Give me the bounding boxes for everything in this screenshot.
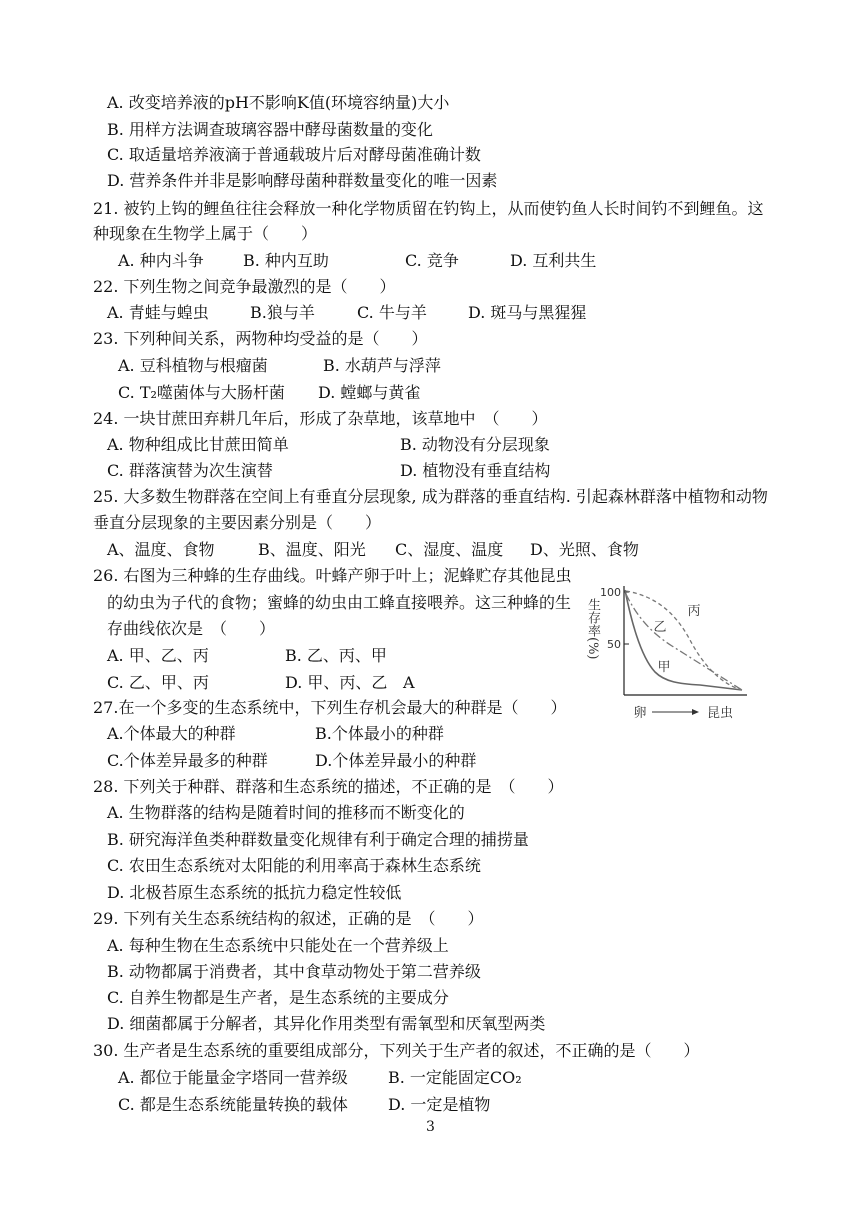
q29-option-c: C. 自养生物都是生产者，是生态系统的主要成分 [107, 988, 449, 1007]
survival-rate-axis-label: 生存率(%) [585, 598, 600, 660]
q27-option-a: A.个体最大的种群 [107, 724, 236, 743]
q30-option-a: A. 都位于能量金字塔同一营养级 [118, 1068, 348, 1087]
curve-label-yi: 乙 [653, 620, 667, 635]
q22-option-b: B.狼与羊 [250, 303, 315, 322]
q25-option-d: D、光照、食物 [530, 540, 639, 559]
q25-option-b: B、温度、阳光 [258, 540, 366, 559]
q26-option-b: B. 乙、丙、甲 [285, 646, 387, 665]
q24-option-c: C. 群落演替为次生演替 [107, 461, 273, 480]
q30-stem: 30. 生产者是生态系统的重要组成部分，下列关于生产者的叙述，不正确的是（ ） [93, 1041, 700, 1060]
q26-option-d: D. 甲、丙、乙 [285, 673, 388, 692]
survivorship-curve-figure [580, 575, 760, 730]
q21-stem-line-2: 种现象在生物学上属于（ ） [93, 224, 318, 243]
q26-answer-mark: A [403, 673, 415, 692]
q30-option-b: B. 一定能固定CO₂ [388, 1068, 522, 1087]
q25-stem-line-2: 垂直分层现象的主要因素分别是（ ） [93, 513, 382, 532]
x-end-label: 昆虫 [706, 706, 734, 721]
q28-option-c: C. 农田生态系统对太阳能的利用率高于森林生态系统 [107, 856, 481, 875]
q22-option-a: A. 青蛙与蝗虫 [107, 303, 209, 322]
q21-option-a: A. 种内斗争 [118, 251, 204, 270]
q20-option-c: C. 取适量培养液滴于普通载玻片后对酵母菌准确计数 [107, 145, 481, 164]
q29-option-a: A. 每种生物在生态系统中只能处在一个营养级上 [107, 936, 449, 955]
q25-stem-line-1: 25. 大多数生物群落在空间上有垂直分层现象, 成为群落的垂直结构. 引起森林群落中植物和动物 [93, 487, 768, 506]
curve-label-jia: 甲 [657, 660, 671, 675]
curve-yi [626, 594, 742, 690]
q21-option-d: D. 互利共生 [510, 251, 597, 270]
page-number: 3 [426, 1119, 435, 1135]
q25-option-a: A、温度、食物 [107, 540, 215, 559]
q26-option-a: A. 甲、乙、丙 [107, 646, 209, 665]
q20-option-d: D. 营养条件并非是影响酵母菌种群数量变化的唯一因素 [107, 171, 498, 190]
q26-stem-line-1: 26. 右图为三种蜂的生存曲线。叶蜂产卵于叶上；泥蜂贮存其他昆虫 [93, 566, 572, 585]
curve-label-bing: 丙 [687, 604, 701, 619]
q26-stem-line-2: 的幼虫为子代的食物；蜜蜂的幼虫由工蜂直接喂养。这三种蜂的生 [107, 593, 572, 612]
q21-option-c: C. 竞争 [405, 251, 459, 270]
q27-option-c: C.个体差异最多的种群 [107, 751, 268, 770]
y-tick-label-100: 100 [600, 586, 621, 599]
q28-stem: 28. 下列关于种群、群落和生态系统的描述，不正确的是 （ ） [93, 777, 564, 796]
curve-jia [625, 590, 742, 690]
q24-stem: 24. 一块甘蔗田弃耕几年后，形成了杂草地，该草地中 （ ） [93, 409, 548, 428]
q22-option-c: C. 牛与羊 [357, 303, 427, 322]
curve-bing [626, 591, 742, 690]
q24-option-a: A. 物种组成比甘蔗田简单 [107, 435, 289, 454]
q29-stem: 29. 下列有关生态系统结构的叙述，正确的是 （ ） [93, 909, 484, 928]
q30-option-c: C. 都是生态系统能量转换的载体 [118, 1095, 348, 1114]
q29-option-d: D. 细菌都属于分解者，其异化作用类型有需氧型和厌氧型两类 [107, 1014, 546, 1033]
q28-option-a: A. 生物群落的结构是随着时间的推移而不断变化的 [107, 803, 465, 822]
q29-option-b: B. 动物都属于消费者，其中食草动物处于第二营养级 [107, 962, 481, 981]
q22-stem: 22. 下列生物之间竞争最激烈的是（ ） [93, 277, 396, 296]
q24-option-b: B. 动物没有分层现象 [400, 435, 550, 454]
q23-stem: 23. 下列种间关系，两物种均受益的是（ ） [93, 329, 428, 348]
q27-option-b: B.个体最小的种群 [315, 724, 444, 743]
q28-option-d: D. 北极苔原生态系统的抵抗力稳定性较低 [107, 883, 402, 902]
q23-option-a: A. 豆科植物与根瘤菌 [118, 356, 268, 375]
q21-option-b: B. 种内互助 [243, 251, 329, 270]
q30-option-d: D. 一定是植物 [388, 1095, 491, 1114]
x-arrow-head-icon [692, 709, 699, 715]
y-tick-label-50: 50 [607, 638, 621, 651]
q27-option-d: D.个体差异最小的种群 [315, 751, 477, 770]
q26-stem-line-3: 存曲线依次是 （ ） [107, 619, 276, 638]
q24-option-d: D. 植物没有垂直结构 [400, 461, 551, 480]
q20-option-b: B. 用样方法调查玻璃容器中酵母菌数量的变化 [107, 120, 433, 139]
q20-option-a: A. 改变培养液的pH不影响K值(环境容纳量)大小 [107, 93, 450, 112]
q27-stem: 27.在一个多变的生态系统中，下列生存机会最大的种群是（ ） [93, 698, 567, 717]
q22-option-d: D. 斑马与黑猩猩 [468, 303, 587, 322]
q25-option-c: C、湿度、温度 [395, 540, 504, 559]
q23-option-c: C. T₂噬菌体与大肠杆菌 [118, 383, 285, 402]
q26-option-c: C. 乙、甲、丙 [107, 673, 209, 692]
q23-option-b: B. 水葫芦与浮萍 [323, 356, 441, 375]
q23-option-d: D. 螳螂与黄雀 [318, 383, 421, 402]
q21-stem-line-1: 21. 被钓上钩的鲤鱼往往会释放一种化学物质留在钓钩上，从而使钓鱼人长时间钓不到鲤鱼。这 [93, 199, 764, 218]
q28-option-b: B. 研究海洋鱼类种群数量变化规律有利于确定合理的捕捞量 [107, 830, 529, 849]
x-start-label: 卵 [633, 706, 647, 721]
